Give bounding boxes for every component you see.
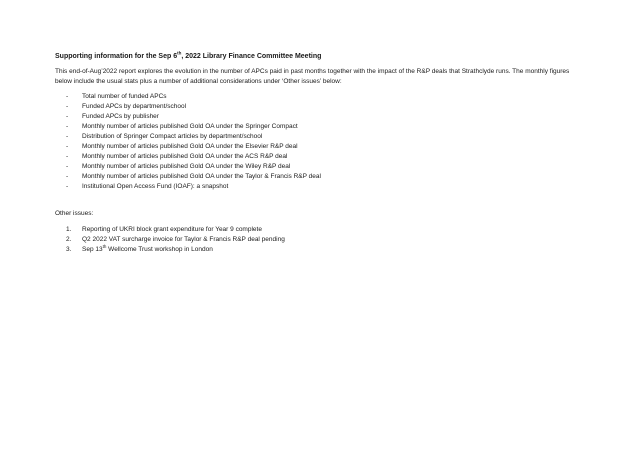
list-item-text: Monthly number of articles published Gold OA under the Taylor & Francis R&P deal bbox=[82, 173, 321, 180]
dash-bullet: - bbox=[66, 93, 69, 100]
list-item bbox=[55, 112, 585, 122]
issue-number: 2. bbox=[66, 236, 72, 243]
issue-number: 1. bbox=[66, 226, 72, 233]
issue-superscript: th bbox=[102, 243, 107, 249]
intro-paragraph: This end-of-Aug’2022 report explores the evolution in the number of APCs paid in past months together with the impact of the R&P deals that Strathclyde runs. The monthly figures below include the usual stats plus a number of additional considerations under ‘Other issues’ below: bbox=[55, 68, 570, 85]
list-item-text: Monthly number of articles published Gold OA under the ACS R&P deal bbox=[82, 153, 288, 160]
dash-bullet: - bbox=[66, 173, 69, 180]
list-item-text: Monthly number of articles published Gold OA under the Wiley R&P deal bbox=[82, 163, 291, 170]
list-item-text: Distribution of Springer Compact articles by department/school bbox=[82, 133, 263, 140]
issues-list bbox=[55, 225, 585, 255]
list-item bbox=[55, 162, 585, 172]
issue-item bbox=[55, 225, 585, 235]
stats-list bbox=[55, 92, 585, 192]
heading-suffix: , 2022 Library Finance Committee Meeting bbox=[181, 53, 322, 60]
issue-number: 3. bbox=[66, 246, 72, 253]
issue-text: Sep 13 bbox=[82, 246, 103, 253]
document-page bbox=[55, 52, 585, 255]
dash-bullet: - bbox=[66, 113, 69, 120]
dash-bullet: - bbox=[66, 123, 69, 130]
list-item-text: Total number of funded APCs bbox=[82, 93, 167, 100]
dash-bullet: - bbox=[66, 143, 69, 150]
list-item bbox=[55, 122, 585, 132]
dash-bullet: - bbox=[66, 133, 69, 140]
list-item-text: Monthly number of articles published Gold OA under the Elsevier R&P deal bbox=[82, 143, 298, 150]
list-item bbox=[55, 172, 585, 182]
list-item bbox=[55, 92, 585, 102]
list-item bbox=[55, 102, 585, 112]
issue-item bbox=[55, 245, 585, 255]
list-item-text: Institutional Open Access Fund (IOAF): a snapshot bbox=[82, 183, 229, 190]
list-item-text: Monthly number of articles published Gold OA under the Springer Compact bbox=[82, 123, 298, 130]
dash-bullet: - bbox=[66, 103, 69, 110]
heading-superscript: th bbox=[177, 50, 182, 56]
list-item-text: Funded APCs by publisher bbox=[82, 113, 159, 120]
list-item bbox=[55, 182, 585, 192]
issue-item bbox=[55, 235, 585, 245]
dash-bullet: - bbox=[66, 153, 69, 160]
list-item bbox=[55, 142, 585, 152]
issue-text: Q2 2022 VAT surcharge invoice for Taylor & Francis R&P deal pending bbox=[82, 236, 285, 243]
issue-suffix: Wellcome Trust workshop in London bbox=[106, 246, 213, 253]
list-item bbox=[55, 152, 585, 162]
heading-prefix: Supporting information for the Sep 6 bbox=[55, 53, 178, 60]
dash-bullet: - bbox=[66, 183, 69, 190]
list-item bbox=[55, 132, 585, 142]
document-heading bbox=[55, 52, 585, 61]
other-issues-heading: Other issues: bbox=[55, 210, 94, 217]
list-item-text: Funded APCs by department/school bbox=[82, 103, 187, 110]
dash-bullet: - bbox=[66, 163, 69, 170]
issue-text: Reporting of UKRI block grant expenditure for Year 9 complete bbox=[82, 226, 262, 233]
